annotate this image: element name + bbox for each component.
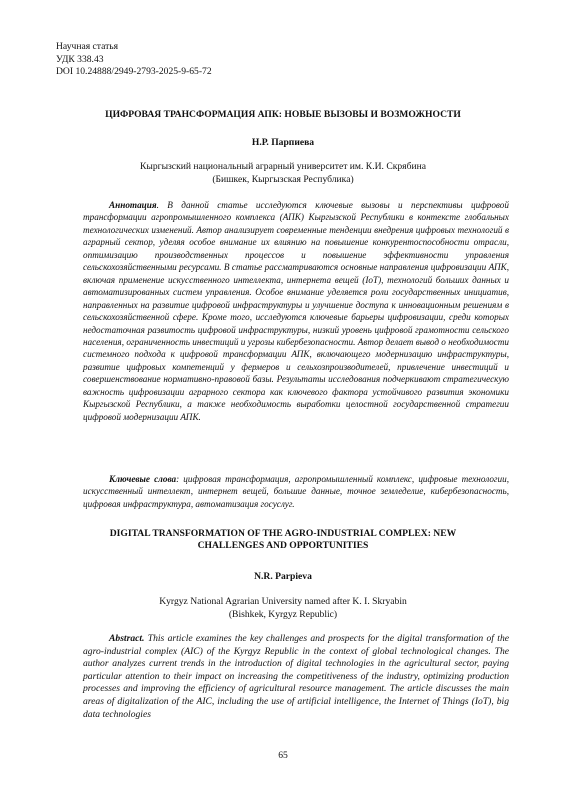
en-affiliation-line1: Kyrgyz National Agrarian University named after K. I. Skryabin (159, 596, 407, 607)
en-title-line1: DIGITAL TRANSFORMATION OF THE AGRO-INDUSTRIAL COMPLEX: NEW (109, 528, 457, 539)
en-title-line2: CHALLENGES AND OPPORTUNITIES (197, 540, 369, 552)
article-type: Научная статья (56, 41, 119, 52)
en-title (40, 528, 526, 553)
article-meta (56, 41, 212, 79)
ru-affiliation-line1: Кыргызский национальный аграрный университет им. К.И. Скрябина (140, 161, 426, 172)
ru-title: ЦИФРОВАЯ ТРАНСФОРМАЦИЯ АПК: НОВЫЕ ВЫЗОВЫ И ВОЗМОЖНОСТИ (105, 109, 461, 120)
ru-keywords (83, 473, 509, 510)
en-abstract (83, 633, 509, 721)
en-abstract-text: This article examines the key challenges and prospects for the digital transformation of the agro-industrial complex (AIC) of the Kyrgyz Republic in the context of global technological changes. The author analyzes current trends in the introduction of digital technologies in the agricultural sector, paying particular attention to their impact on increasing the competitiveness of the industry, optimizing production processes and improving the efficiency of agricultural resource management. The article discusses the main areas of digitalization of the AIC, including the use of artificial intelligence, the Internet of Things (IoT), big data technologies (83, 633, 509, 720)
en-affiliation-line2: (Bishkek, Kyrgyz Republic) (228, 609, 338, 621)
ru-abstract-text: . В данной статье исследуются ключевые вызовы и перспективы цифровой трансформации агропромышленного комплекса (АПК) Кыргызской Республики в контексте глобальных технологических изменений. Автор анализирует современные тенденции внедрения цифровых технологий в аграрный сектор, уделяя особое внимание их влиянию на повышение конкурентоспособности отрасли, оптимизацию производственных процессов и повышение эффективности управления сельскохозяйственными ресурсами. В статье рассматриваются основные направления цифровизации АПК, включая применение искусственного интеллекта, интернета вещей (IoT), технологий больших данных и автоматизированных систем управления. Особое внимание уделяется роли государственных инициатив, направленных на развитие цифровой инфраструктуры и улучшение доступа к инновационным решениям в сельскохозяйственной сфере. Кроме того, исследуются ключевые барьеры цифровизации, среди которых недостаточная развитость цифровой инфраструктуры, низкий уровень цифровой грамотности сельского населения, ограниченность инвестиций и угрозы кибербезопасности. Автор делает вывод о необходимости системного подхода к цифровой трансформации АПК, включающего модернизацию инфраструктуры, развитие цифровых компетенций у фермеров и сельхозпроизводителей, привлечение инвестиций и совершенствование нормативно-правовой базы. Результаты исследования подчеркивают стратегическую важность цифровизации аграрного сектора как ключевого фактора устойчивого развития экономики Кыргызской Республики, а также необходимость выработки целостной государственной стратегии цифровой модернизации АПК. (83, 200, 509, 422)
en-affiliation (40, 595, 526, 622)
en-author: N.R. Parpieva (254, 571, 312, 582)
udc-code: УДК 338.43 (56, 53, 104, 65)
ru-keywords-label: Ключевые слова (109, 474, 177, 484)
doi: DOI 10.24888/2949-2793-2025-9-65-72 (56, 66, 212, 78)
en-abstract-label: Abstract. (109, 633, 145, 644)
ru-abstract-label: Аннотация (109, 200, 157, 210)
ru-keywords-text: : цифровая трансформация, агропромышленный комплекс, цифровые технологии, искусственный интеллект, интернет вещей, большие данные, точное земледелие, кибербезопасность, цифровая инфраструктура, автоматизация госуслуг. (83, 474, 509, 509)
page-number: 65 (278, 750, 288, 761)
ru-affiliation-line2: (Бишкек, Кыргызская Республика) (212, 174, 354, 186)
ru-abstract (83, 199, 509, 423)
ru-author: Н.Р. Парпиева (251, 137, 315, 148)
ru-affiliation (40, 160, 526, 187)
